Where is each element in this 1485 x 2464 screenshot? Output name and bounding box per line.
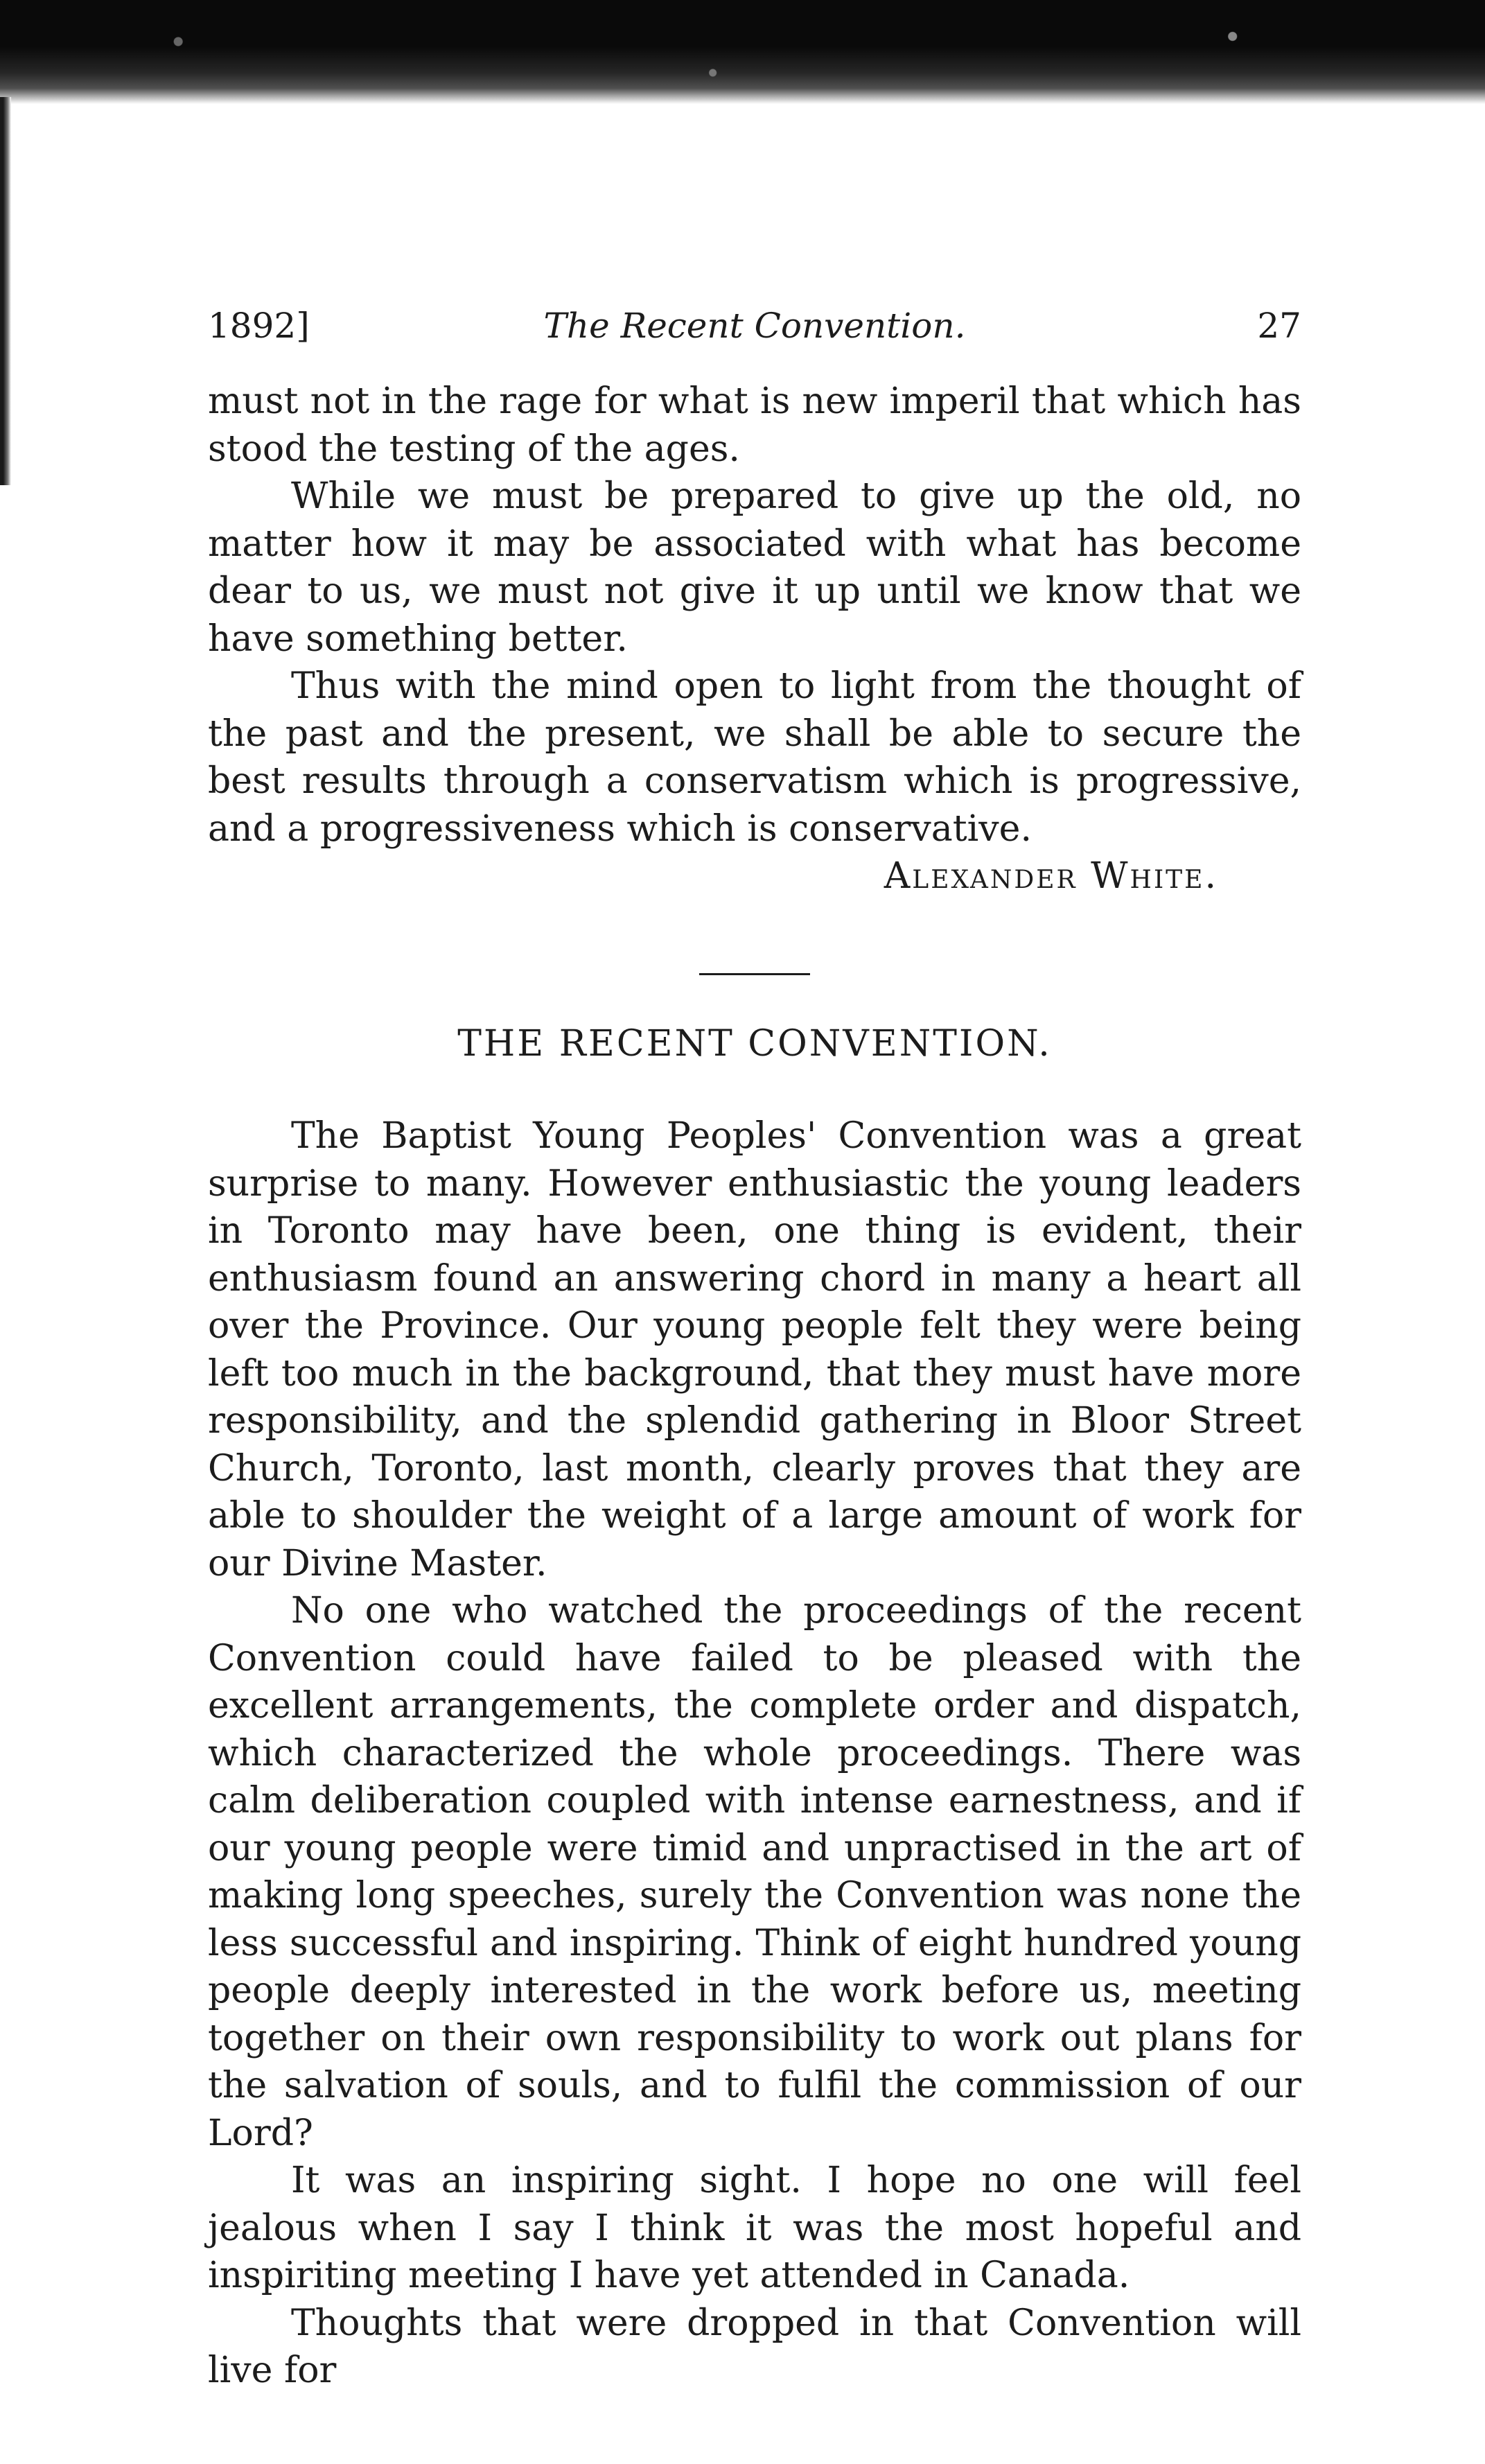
author-signature: Alexander White. xyxy=(884,855,1218,897)
running-header xyxy=(208,302,1301,350)
article-title: THE RECENT CONVENTION. xyxy=(457,1022,1052,1065)
article-paragraph: The Baptist Young Peoples' Convention was a great surprise to many. However enthusiastic the young leaders in Toronto may have been, one thing is evident, their enthusiasm found an answering chord in many a heart all over the Province. Our young people felt they were being left too much in the background, that they must have more responsibility, and the splendid gathering in Bloor Street Church, Toronto, last month, clearly proves that they are able to shoulder the weight of a large amount of work for our Divine Master. xyxy=(208,1115,1301,1584)
scan-border-left xyxy=(0,97,11,485)
header-year: 1892] xyxy=(208,306,310,346)
header-running-title: The Recent Convention. xyxy=(543,306,966,346)
section-divider xyxy=(699,973,810,975)
article-paragraph: It was an inspiring sight. I hope no one will feel jealous when I say I think it was the most hopeful and inspiriting meeting I have yet attended in Canada. xyxy=(208,2160,1301,2296)
previous-article-paragraph: While we must be prepared to give up the old, no matter how it may be associated with what has become dear to us, we must not give it up until we know that we have something better. xyxy=(208,475,1301,660)
page-number: 27 xyxy=(1257,306,1301,346)
scan-border-top xyxy=(0,0,1485,104)
page-body xyxy=(208,378,1301,2395)
previous-article-paragraph: must not in the rage for what is new imperil that which has stood the testing of the ages. xyxy=(208,381,1301,470)
article-paragraph: No one who watched the proceedings of the recent Convention could have failed to be pleased with the excellent arrangements, the complete order and dispatch, which characterized the whole proceedings. There was calm deliberation coupled with intense earnestness, and if our young people were timid and unpractised in the art of making long speeches, surely the Convention was none the less successful and inspiring. Think of eight hundred young people deeply interested in the work before us, meeting together on their own responsibility to work out plans for the salvation of souls, and to fulfil the commission of our Lord? xyxy=(208,1590,1301,2154)
article-paragraph: Thoughts that were dropped in that Convention will live for xyxy=(208,2302,1301,2391)
previous-article-paragraph: Thus with the mind open to light from the thought of the past and the present, we shall be able to secure the best results through a conservatism which is progressive, and a progressiveness which is conservative. xyxy=(208,665,1301,850)
